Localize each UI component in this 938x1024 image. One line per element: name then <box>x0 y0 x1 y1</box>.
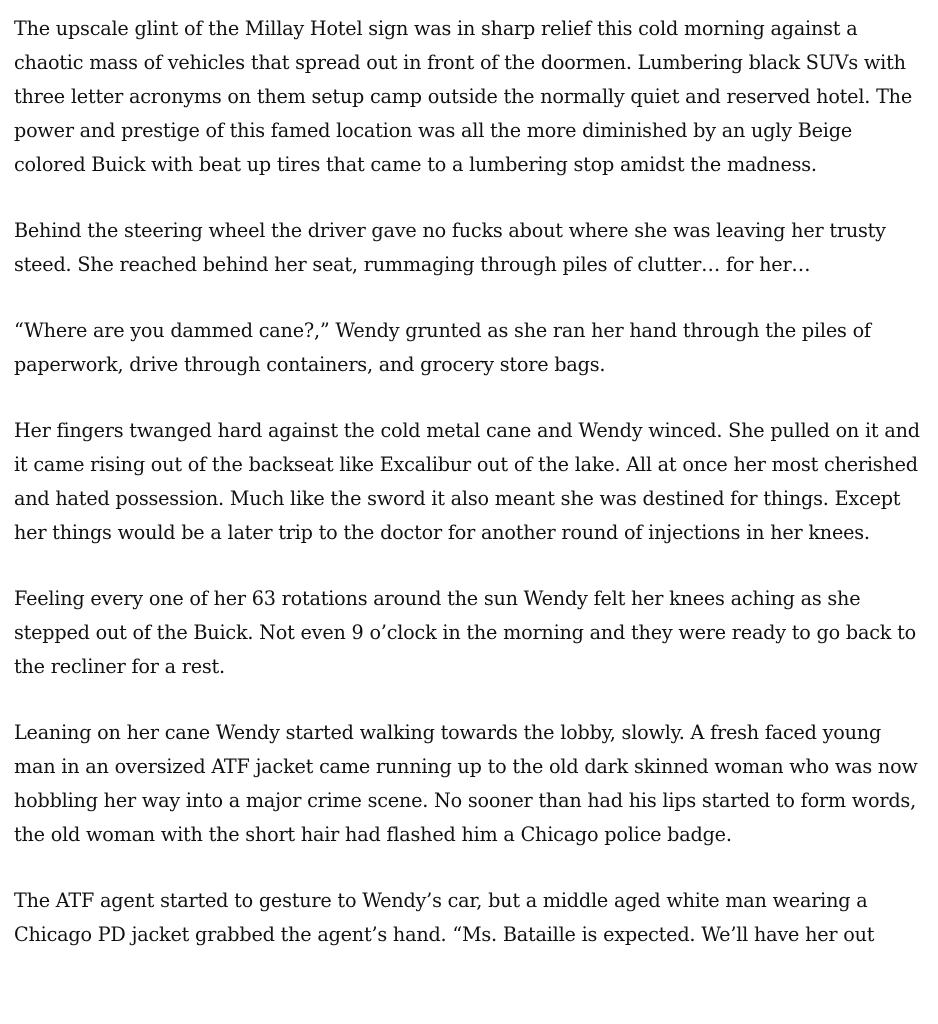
paragraph-4: Her fingers twanged hard against the cold metal cane and Wendy winced. She pulled on it and it came rising out of the backseat like Excalibur out of the lake. All at once her most cherished and hated possession. Much like the sword it also meant she was destined for things. Except her things would be a later trip to the doctor for another round of injections in her knees. <box>14 419 920 544</box>
paragraph-6: Leaning on her cane Wendy started walking towards the lobby, slowly. A fresh faced young man in an oversized ATF jacket came running up to the old dark skinned woman who was now hobbling her way into a major crime scene. No sooner than had his lips started to form words, the old woman with the short hair had flashed him a Chicago police badge. <box>14 721 918 846</box>
paragraph-2: Behind the steering wheel the driver gave no fucks about where she was leaving her trusty steed. She reached behind her seat, rummaging through piles of clutter… for her… <box>14 219 886 276</box>
paragraph-3: “Where are you dammed cane?,” Wendy grunted as she ran her hand through the piles of paperwork, drive through containers, and grocery store bags. <box>14 319 871 376</box>
paragraph-7: The ATF agent started to gesture to Wendy’s car, but a middle aged white man wearing a Chicago PD jacket grabbed the agent’s hand. “Ms. Bataille is expected. We’ll have her out <box>14 889 875 946</box>
paragraph-1: The upscale glint of the Millay Hotel sign was in sharp relief this cold morning against a chaotic mass of vehicles that spread out in front of the doormen. Lumbering black SUVs with three letter acronyms on them setup camp outside the normally quiet and reserved hotel. The power and prestige of this famed location was all the more diminished by an ugly Beige colored Buick with beat up tires that came to a lumbering stop amidst the madness. <box>14 17 912 176</box>
paragraph-5: Feeling every one of her 63 rotations around the sun Wendy felt her knees aching as she stepped out of the Buick. Not even 9 o’clock in the morning and they were ready to go back to the recliner for a rest. <box>14 587 916 678</box>
